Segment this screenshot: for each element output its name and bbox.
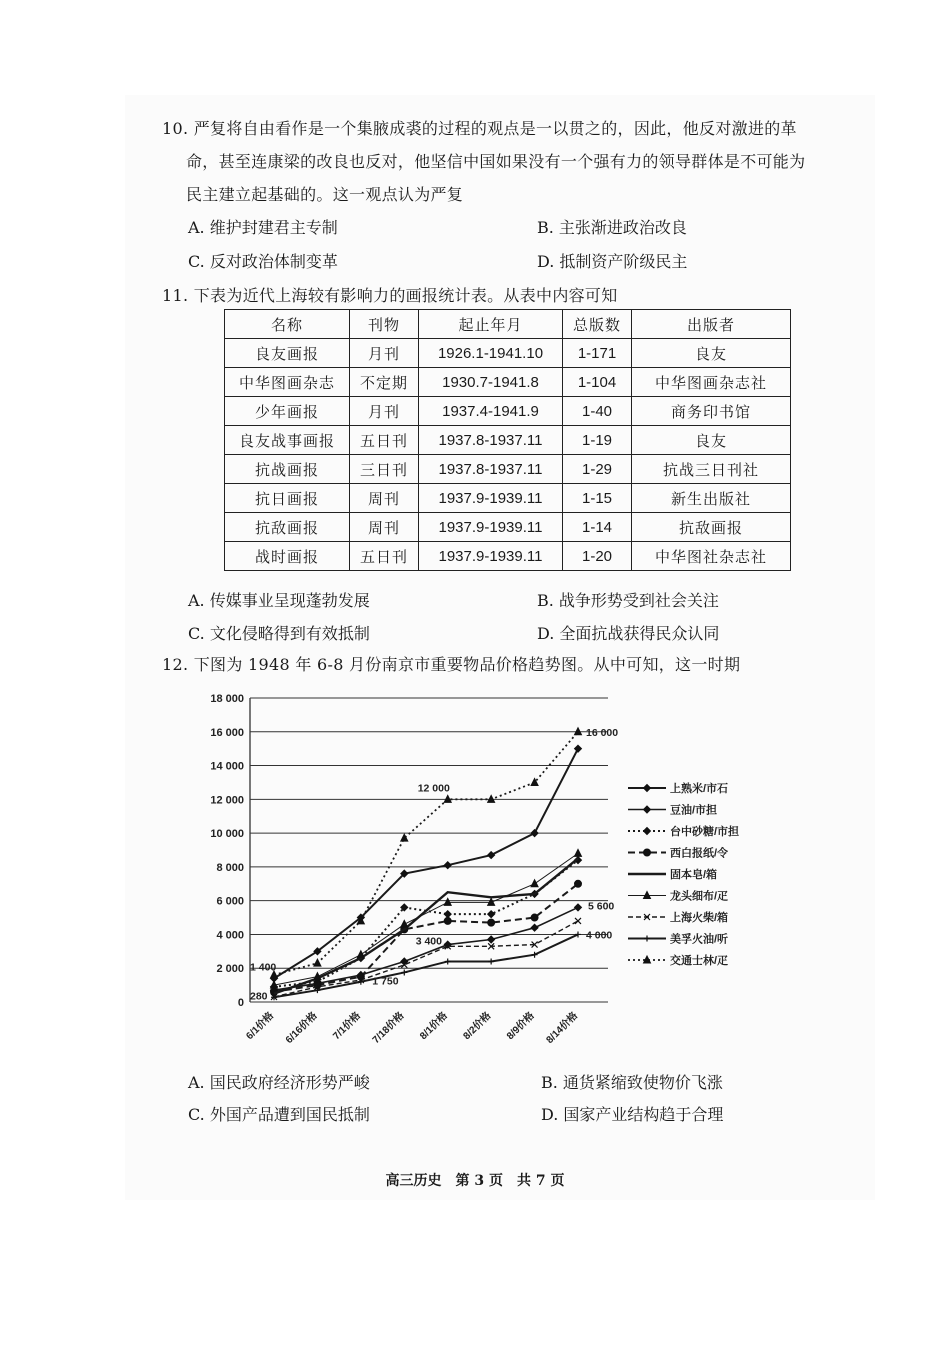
data-point — [531, 830, 538, 837]
table-cell: 1937.9-1939.11 — [419, 484, 563, 513]
data-point — [488, 958, 494, 964]
table-cell: 1-15 — [563, 484, 632, 513]
y-tick-label: 4 000 — [216, 929, 244, 942]
table-cell: 抗战三日刊社 — [632, 455, 791, 484]
header-publisher: 出版者 — [632, 310, 791, 339]
series-2 — [271, 857, 582, 991]
data-point — [444, 862, 451, 869]
data-label: 5 600 — [588, 900, 615, 913]
q10-option-c[interactable]: C. 反对政治体制变革 — [188, 252, 338, 271]
table-cell: 中华图社杂志社 — [632, 542, 791, 571]
data-point — [644, 849, 651, 856]
data-point — [314, 959, 321, 966]
price-trend-chart — [180, 680, 800, 1060]
data-point — [575, 880, 582, 887]
data-point — [575, 745, 582, 752]
legend-label: 上熟米/市石 — [670, 783, 729, 795]
table-cell: 战时画报 — [225, 542, 350, 571]
y-tick-label: 0 — [237, 997, 244, 1009]
x-tick-label: 6/1价格 — [244, 1010, 277, 1043]
legend-item — [628, 781, 728, 795]
table-header-row — [225, 310, 791, 339]
newspaper-stats-table — [224, 309, 791, 571]
table-cell: 商务印书馆 — [632, 397, 791, 426]
data-point — [488, 919, 495, 926]
table-cell: 周刊 — [350, 484, 419, 513]
table-cell: 1-104 — [563, 368, 632, 397]
header-type: 刊物 — [350, 310, 419, 339]
table-row — [225, 339, 791, 368]
table-cell: 1926.1-1941.10 — [419, 339, 563, 368]
q10-option-d[interactable]: D. 抵制资产阶级民主 — [537, 252, 688, 271]
table-row — [225, 397, 791, 426]
legend-label: 豆油/市担 — [670, 804, 718, 817]
data-label: 280 — [250, 990, 268, 1003]
question-10-line-1: 10. 严复将自由看作是一个集腋成裘的过程的观点是一以贯之的，因此，他反对激进的革 — [162, 119, 797, 138]
table-cell: 良友 — [632, 426, 791, 455]
data-point — [401, 969, 407, 975]
legend-label: 台中砂糖/市担 — [670, 826, 740, 838]
data-point — [488, 795, 495, 802]
table-cell: 1-19 — [563, 426, 632, 455]
data-label: 16 000 — [586, 726, 619, 739]
table-cell: 1937.9-1939.11 — [419, 542, 563, 571]
table-cell: 良友战事画报 — [225, 426, 350, 455]
table-cell: 抗敌画报 — [632, 513, 791, 542]
legend-item — [628, 824, 739, 838]
data-label: 1 750 — [372, 975, 399, 988]
question-11-stem: 11. 下表为近代上海较有影响力的画报统计表。从表中内容可知 — [162, 286, 618, 305]
table-cell: 抗日画报 — [225, 484, 350, 513]
x-tick-label: 8/2价格 — [461, 1010, 494, 1043]
table-cell: 1930.7-1941.8 — [419, 368, 563, 397]
data-point — [644, 828, 651, 835]
table-cell: 1937.8-1937.11 — [419, 426, 563, 455]
data-point — [575, 931, 581, 937]
q11-option-c[interactable]: C. 文化侵略得到有效抵制 — [188, 624, 370, 643]
data-point — [575, 849, 582, 856]
legend-item — [628, 846, 728, 860]
data-point — [532, 952, 538, 958]
table-cell: 1937.4-1941.9 — [419, 397, 563, 426]
data-point — [444, 917, 451, 924]
q10-option-b[interactable]: B. 主张渐进政治改良 — [537, 218, 687, 237]
table-cell: 中华图画杂志社 — [632, 368, 791, 397]
data-point — [644, 806, 651, 813]
table-cell: 五日刊 — [350, 426, 419, 455]
table-cell: 良友画报 — [225, 339, 350, 368]
table-cell: 新生出版社 — [632, 484, 791, 513]
data-label: 12 000 — [417, 782, 450, 795]
data-point — [531, 924, 538, 931]
table-row — [225, 368, 791, 397]
y-tick-label: 12 000 — [210, 794, 244, 807]
data-point — [531, 880, 538, 887]
data-point — [444, 911, 451, 918]
q12-option-a[interactable]: A. 国民政府经济形势严峻 — [188, 1073, 370, 1092]
q12-option-c[interactable]: C. 外国产品遭到国民抵制 — [188, 1105, 370, 1124]
y-tick-label: 16 000 — [210, 726, 244, 739]
legend-label: 固本皂/箱 — [670, 869, 718, 881]
data-point — [401, 920, 408, 927]
header-issues: 总版数 — [563, 310, 632, 339]
x-tick-label: 8/1价格 — [418, 1010, 450, 1043]
x-tick-label: 7/1价格 — [331, 1010, 363, 1043]
data-point — [445, 958, 451, 964]
legend-label: 美孚火油/听 — [670, 933, 729, 946]
table-cell: 1-171 — [563, 339, 632, 368]
y-tick-label: 6 000 — [216, 895, 244, 908]
y-tick-label: 10 000 — [210, 828, 244, 841]
y-tick-label: 8 000 — [216, 861, 244, 874]
data-point — [575, 728, 582, 735]
table-row — [225, 542, 791, 571]
table-cell: 1937.8-1937.11 — [419, 455, 563, 484]
legend-item — [628, 910, 728, 924]
q12-option-b[interactable]: B. 通货紧缩致使物价飞涨 — [541, 1073, 723, 1092]
data-point — [357, 951, 364, 958]
table-row — [225, 513, 791, 542]
data-label: 3 400 — [415, 935, 442, 948]
table-row — [225, 455, 791, 484]
data-point — [488, 911, 495, 918]
legend-label: 上海火柴/箱 — [670, 912, 729, 924]
legend-item — [628, 889, 728, 903]
data-point — [444, 795, 451, 802]
data-point — [531, 914, 538, 921]
legend-label: 西白报纸/令 — [670, 847, 729, 860]
table-cell: 1-14 — [563, 513, 632, 542]
table-cell: 1-29 — [563, 455, 632, 484]
x-tick-label: 8/9价格 — [504, 1010, 537, 1043]
data-point — [575, 904, 582, 911]
question-10-line-3: 民主建立起基础的。这一观点认为严复 — [186, 185, 464, 204]
question-10 — [162, 112, 867, 211]
y-tick-label: 14 000 — [210, 760, 244, 773]
legend-item — [628, 803, 717, 817]
question-10-line-2: 命，甚至连康梁的改良也反对，他坚信中国如果没有一个强有力的领导群体是不可能为 — [186, 152, 806, 171]
table-cell: 周刊 — [350, 513, 419, 542]
data-label: 1 400 — [250, 961, 277, 974]
y-tick-label: 2 000 — [216, 963, 244, 976]
table-cell: 中华图画杂志 — [225, 368, 350, 397]
table-cell: 1-20 — [563, 542, 632, 571]
table-row — [225, 426, 791, 455]
legend-label: 龙头细布/疋 — [670, 890, 729, 903]
table-cell: 三日刊 — [350, 455, 419, 484]
table-row — [225, 484, 791, 513]
q11-option-d[interactable]: D. 全面抗战获得民众认同 — [537, 624, 720, 643]
q11-option-b[interactable]: B. 战争形势受到社会关注 — [537, 591, 719, 610]
table-cell: 1937.9-1939.11 — [419, 513, 563, 542]
data-point — [401, 834, 408, 841]
table-cell: 1-40 — [563, 397, 632, 426]
q12-option-d[interactable]: D. 国家产业结构趋于合理 — [541, 1105, 724, 1124]
page-footer: 高三历史 第 3 页 共 7 页 — [385, 1173, 565, 1189]
table-cell: 月刊 — [350, 339, 419, 368]
table-cell: 少年画报 — [225, 397, 350, 426]
question-12-stem: 12. 下图为 1948 年 6-8 月份南京市重要物品价格趋势图。从中可知，这一时期 — [162, 655, 741, 674]
x-tick-label: 6/16价格 — [283, 1010, 320, 1047]
data-point — [488, 936, 495, 943]
x-tick-label: 7/18价格 — [370, 1010, 407, 1047]
table-cell: 抗敌画报 — [225, 513, 350, 542]
header-period: 起止年月 — [419, 310, 563, 339]
x-tick-label: 8/14价格 — [544, 1010, 581, 1047]
header-name: 名称 — [225, 310, 350, 339]
legend-item — [628, 867, 717, 881]
legend-item — [628, 953, 728, 967]
table-cell: 五日刊 — [350, 542, 419, 571]
table-cell: 抗战画报 — [225, 455, 350, 484]
legend-item — [628, 932, 728, 946]
data-point — [644, 936, 650, 942]
legend-label: 交通士林/疋 — [670, 955, 729, 967]
q11-option-a[interactable]: A. 传媒事业呈现蓬勃发展 — [188, 591, 370, 610]
q10-option-a[interactable]: A. 维护封建君主专制 — [188, 218, 338, 237]
data-label: 4 000 — [586, 929, 613, 942]
data-point — [644, 785, 651, 792]
table-cell: 月刊 — [350, 397, 419, 426]
data-point — [575, 918, 581, 924]
data-point — [488, 852, 495, 859]
table-cell: 不定期 — [350, 368, 419, 397]
table-cell: 良友 — [632, 339, 791, 368]
y-tick-label: 18 000 — [210, 693, 244, 705]
